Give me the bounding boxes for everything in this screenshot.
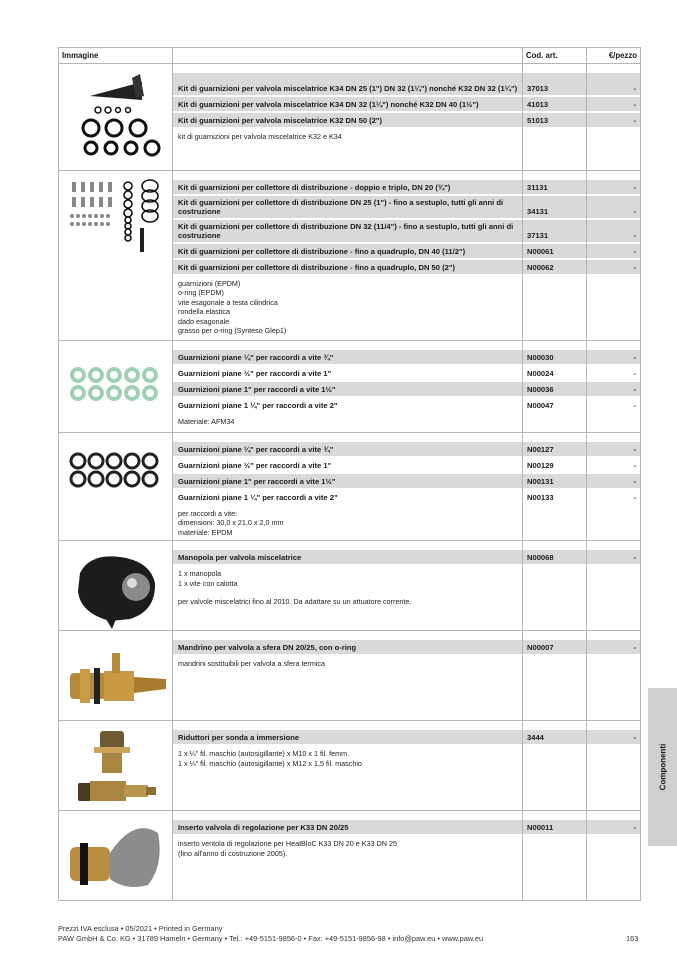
product-notes: kit di guarnizioni per valvola miscelatrice K32 e K34 xyxy=(178,132,342,141)
article-code: N00129 xyxy=(527,461,554,470)
product-image xyxy=(59,64,173,171)
article-code: N00131 xyxy=(523,474,586,488)
article-code: N00062 xyxy=(523,260,586,274)
product-group xyxy=(59,631,641,721)
article-code: 34131 xyxy=(523,196,586,218)
section-tab: Componenti xyxy=(648,688,677,846)
product-prices xyxy=(587,433,641,541)
product-name: Guarnizioni piane 1 ¼" per raccordi a vite 2" xyxy=(178,493,338,502)
product-name: Kit di guarnizioni per valvola miscelatrice K32 DN 50 (2") xyxy=(173,113,522,127)
article-code: N00047 xyxy=(527,401,554,410)
article-code: N00030 xyxy=(523,350,586,364)
product-name: Kit di guarnizioni per valvola miscelatrice K34 DN 32 (1¼") nonché K32 DN 40 (1½") xyxy=(173,97,522,111)
product-notes: mandrini sostituibili per valvola a sfera termica xyxy=(178,659,326,669)
product-notes: 1 x manopola 1 x vite con calotta per valvole miscelatrici fino al 2010. Da adattare su un attuatore corrente. xyxy=(178,569,412,607)
header-price: €/pezzo xyxy=(587,48,641,64)
product-group xyxy=(59,341,641,433)
product-image xyxy=(59,631,173,721)
article-code: N00024 xyxy=(527,369,554,378)
page-number: 163 xyxy=(626,934,639,943)
article-code: N00007 xyxy=(523,640,586,654)
product-name: Kit di guarnizioni per collettore di distribuzione - fino a quadruplo, DN 50 (2") xyxy=(173,260,522,274)
product-name: Riduttori per sonda a immersione xyxy=(173,730,522,744)
price-value: - xyxy=(587,442,640,456)
product-description xyxy=(173,341,523,433)
product-image xyxy=(59,341,173,433)
product-prices xyxy=(587,811,641,901)
price-value: - xyxy=(587,113,640,127)
product-name: Guarnizioni piane ½" per raccordi a vite 1" xyxy=(178,369,332,378)
article-code: N00127 xyxy=(523,442,586,456)
product-description xyxy=(173,541,523,631)
price-value: - xyxy=(633,401,636,410)
product-name: Guarnizioni piane ½" per raccordi a vite 1" xyxy=(178,461,332,470)
product-name: Kit di guarnizioni per collettore di distribuzione - fino a quadruplo, DN 40 (11/2") xyxy=(173,244,522,258)
price-value: - xyxy=(587,196,640,218)
header-image: Immagine xyxy=(59,48,173,64)
article-code: N00036 xyxy=(523,382,586,396)
price-value: - xyxy=(587,474,640,488)
article-code: N00011 xyxy=(523,820,586,834)
product-name: Kit di guarnizioni per collettore di distribuzione DN 25 (1") - fino a sestuplo, tutti gli anni di costruzione xyxy=(173,196,522,218)
header-code: Cod. art. xyxy=(523,48,587,64)
article-code: N00068 xyxy=(523,550,586,564)
article-code: 37131 xyxy=(523,220,586,242)
product-name: Kit di guarnizioni per collettore di distribuzione - doppio e triplo, DN 20 (¾") xyxy=(173,180,522,194)
product-image xyxy=(59,541,173,631)
footer-line-2: PAW GmbH & Co. KG • 31789 Hameln • Germany • Tel.: +49-5151-9856-0 • Fax: +49-5151-9856-98 • info@paw.eu • www.paw.eu xyxy=(58,934,484,943)
product-codes xyxy=(523,171,587,341)
price-value: - xyxy=(633,369,636,378)
product-codes xyxy=(523,631,587,721)
product-name: Guarnizioni piane ¼" per raccordi a vite ¾" xyxy=(173,350,522,364)
article-code: N00133 xyxy=(527,493,554,502)
price-value: - xyxy=(587,97,640,111)
article-code: 31131 xyxy=(523,180,586,194)
product-image xyxy=(59,433,173,541)
product-name: Mandrino per valvola a sfera DN 20/25, con o-ring xyxy=(173,640,522,654)
article-code: 37013 xyxy=(523,73,586,95)
price-value: - xyxy=(587,244,640,258)
product-codes xyxy=(523,341,587,433)
product-notes: per raccordi a vite: dimensioni: 30,0 x 21,0 x 2,0 mm materiale: EPDM xyxy=(178,509,284,537)
price-value: - xyxy=(587,350,640,364)
product-group xyxy=(59,433,641,541)
product-name: Inserto valvola di regolazione per K33 DN 20/25 xyxy=(173,820,522,834)
product-description xyxy=(173,64,523,171)
product-prices xyxy=(587,541,641,631)
table-header xyxy=(59,48,641,64)
product-codes xyxy=(523,433,587,541)
product-description xyxy=(173,811,523,901)
product-name: Guarnizioni piane ¼" per raccordi a vite ¾" xyxy=(173,442,522,456)
price-value: - xyxy=(587,73,640,95)
product-notes: guarnizioni (EPDM) o-ring (EPDM) vite esagonale a testa cilindrica rondella elastica dado esagonale grasso per o-ring (Synteso Glep1) xyxy=(178,279,287,336)
product-description xyxy=(173,721,523,811)
product-prices xyxy=(587,171,641,341)
product-notes: Materiale: AFM34 xyxy=(178,417,235,426)
product-image xyxy=(59,171,173,341)
product-name: Guarnizioni piane 1" per raccordi a vite 1½" xyxy=(173,382,522,396)
price-value: - xyxy=(587,220,640,242)
product-image xyxy=(59,721,173,811)
header-description xyxy=(173,48,523,64)
product-name: Manopola per valvola miscelatrice xyxy=(173,550,522,564)
product-name: Guarnizioni piane 1" per raccordi a vite 1½" xyxy=(173,474,522,488)
product-codes xyxy=(523,811,587,901)
product-codes xyxy=(523,64,587,171)
product-group xyxy=(59,811,641,901)
price-value: - xyxy=(633,493,636,502)
price-value: - xyxy=(587,382,640,396)
product-name: Kit di guarnizioni per collettore di distribuzione DN 32 (11/4") - fino a sestuplo, tutti gli anni di costruzione xyxy=(173,220,522,242)
product-name: Kit di guarnizioni per valvola miscelatrice K34 DN 25 (1") DN 32 (1¼") nonché K32 DN 32 (1¼") xyxy=(173,73,522,95)
product-group xyxy=(59,64,641,171)
price-value: - xyxy=(587,820,640,834)
product-notes: 1 x ¼" fil. maschio (autosigillante) x M10 x 1 fil. femm. 1 x ¼" fil. maschio (autosigillante) x M12 x 1,5 fil. maschio xyxy=(178,749,362,768)
article-code: N00061 xyxy=(523,244,586,258)
product-group xyxy=(59,171,641,341)
article-code: 51013 xyxy=(523,113,586,127)
product-prices xyxy=(587,64,641,171)
product-prices xyxy=(587,721,641,811)
article-code: 41013 xyxy=(523,97,586,111)
product-prices xyxy=(587,341,641,433)
footer xyxy=(58,924,483,944)
product-name: Guarnizioni piane 1 ¼" per raccordi a vite 2" xyxy=(178,401,338,410)
product-group xyxy=(59,721,641,811)
product-codes xyxy=(523,541,587,631)
product-group xyxy=(59,541,641,631)
price-value: - xyxy=(633,461,636,470)
price-value: - xyxy=(587,640,640,654)
product-image xyxy=(59,811,173,901)
footer-line-1: Prezzi IVA esclusa • 05/2021 • Printed in Germany xyxy=(58,924,223,933)
article-code: 3444 xyxy=(523,730,586,744)
price-table xyxy=(58,47,641,901)
product-description xyxy=(173,631,523,721)
product-prices xyxy=(587,631,641,721)
price-value: - xyxy=(587,550,640,564)
product-description xyxy=(173,433,523,541)
product-codes xyxy=(523,721,587,811)
price-value: - xyxy=(587,730,640,744)
product-description xyxy=(173,171,523,341)
price-value: - xyxy=(587,180,640,194)
price-value: - xyxy=(587,260,640,274)
product-notes: inserto ventola di regolazione per HeatBloC K33 DN 20 e K33 DN 25 (fino all'anno di costruzione 2005). xyxy=(178,839,397,858)
